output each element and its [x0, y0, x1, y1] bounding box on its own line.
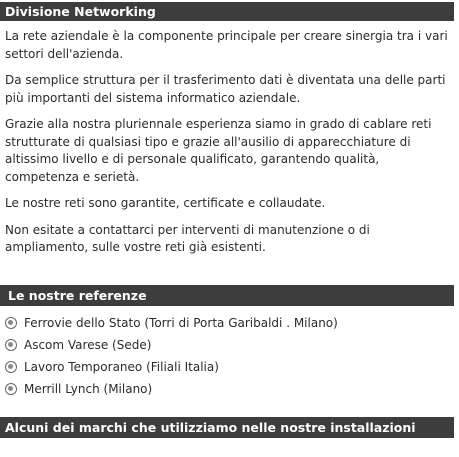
networking-paragraph: Non esitate a contattarci per interventi di manutenzione o di ampliamento, sulle vostre reti già esistenti.: [5, 222, 370, 254]
reference-label: Ferrovie dello Stato (Torri di Porta Garibaldi . Milano): [24, 315, 338, 330]
references-section: [0, 285, 459, 400]
reference-label: Lavoro Temporaneo (Filiali Italia): [24, 359, 219, 374]
list-item: [5, 356, 459, 378]
list-item: [5, 334, 459, 356]
networking-header: Divisione Networking: [0, 2, 454, 21]
reference-label: Ascom Varese (Sede): [24, 337, 152, 352]
networking-section: [0, 2, 459, 257]
brands-section: [0, 417, 459, 438]
networking-paragraph: La rete aziendale è la componente principale per creare sinergia tra i vari settori dell'azienda.: [5, 29, 448, 61]
bullet-icon: [5, 339, 17, 351]
networking-paragraph: Da semplice struttura per il trasferimento dati è diventata una delle parti più importanti del sistema informatico aziendale.: [5, 73, 446, 105]
reference-label: Merrill Lynch (Milano): [24, 381, 153, 396]
list-item: [5, 312, 459, 334]
bullet-icon: [5, 317, 17, 329]
references-header: Le nostre referenze: [0, 285, 454, 306]
references-list: [0, 312, 459, 400]
bullet-icon: [5, 361, 17, 373]
bullet-icon: [5, 383, 17, 395]
networking-paragraph: Le nostre reti sono garantite, certificate e collaudate.: [5, 196, 326, 210]
brands-header: Alcuni dei marchi che utilizziamo nelle nostre installazioni: [0, 417, 454, 438]
list-item: [5, 378, 459, 400]
networking-paragraph: Grazie alla nostra pluriennale esperienza siamo in grado di cablare reti strutturate di qualsiasi tipo e grazie all'ausilio di apparecchiature di altissimo livello e di personale qualificato, garantendo qualità, competenza e serietà.: [5, 117, 432, 184]
